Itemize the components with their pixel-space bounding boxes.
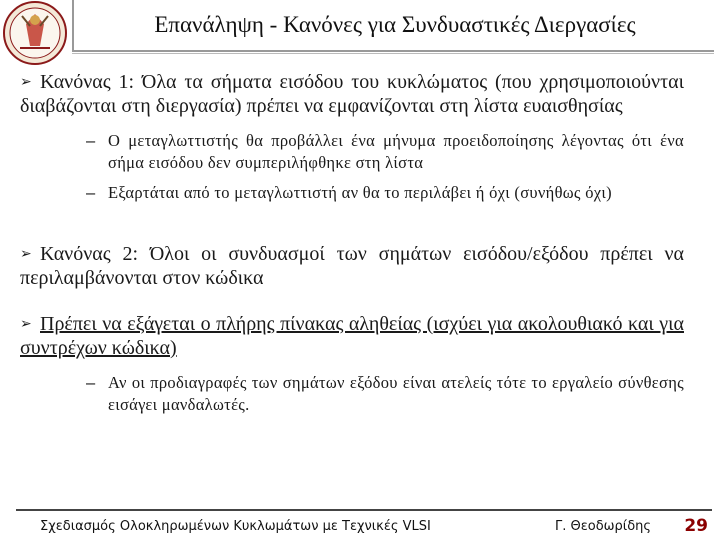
dash-icon: –	[86, 374, 96, 392]
sub-bullet-latches	[86, 372, 684, 416]
arrow-bullet-icon: ➢	[20, 246, 32, 262]
header-rule-secondary	[72, 53, 714, 54]
bullet-truth-table	[20, 312, 684, 360]
bullet-truth-table-text: Πρέπει να εξάγεται ο πλήρης πίνακας αληθείας (ισχύει για ακολουθιακό και για συντρέχων κώδικα)	[20, 313, 684, 359]
slide-body	[20, 70, 684, 416]
arrow-bullet-icon: ➢	[20, 74, 32, 90]
dash-icon: –	[86, 132, 96, 150]
sub-bullet-compiler	[86, 182, 684, 204]
page-number: 29	[684, 516, 708, 536]
university-seal-logo	[2, 0, 68, 66]
footer-author: Γ. Θεοδωρίδης	[555, 519, 652, 534]
footer-rule	[16, 509, 712, 511]
arrow-bullet-icon: ➢	[20, 316, 32, 332]
bullet-rule-1-text: Κανόνας 1: Όλα τα σήματα εισόδου του κυκλώματος (που χρησιμοποιούνται διαβάζονται στη διεργασία) πρέπει να εμφανίζονται στη λίστα ευαισθησίας	[20, 71, 684, 117]
bullet-rule-1	[20, 70, 684, 118]
header-divider-vertical	[72, 0, 74, 50]
bullet-rule-2-text: Κανόνας 2: Όλοι οι συνδυασμοί των σημάτων εισόδου/εξόδου πρέπει να περιλαμβάνονται στον κώδικα	[20, 243, 684, 289]
sub-bullet-warning	[86, 130, 684, 174]
sub-bullet-warning-text: Ο μεταγλωττιστής θα προβάλλει ένα μήνυμα προειδοποίησης λέγοντας ότι ένα σήμα εισόδου δεν συμπεριλήφθηκε στη λίστα	[108, 131, 684, 172]
footer-course-title: Σχεδιασμός Ολοκληρωμένων Κυκλωμάτων με Τεχνικές VLSI	[40, 519, 431, 534]
sub-bullet-compiler-text: Εξαρτάται από το μεταγλωττιστή αν θα το περιλάβει ή όχι (συνήθως όχι)	[108, 183, 612, 202]
dash-icon: –	[86, 184, 96, 202]
header-rule	[72, 50, 714, 52]
slide-title: Επανάληψη - Κανόνες για Συνδυαστικές Διεργασίες	[154, 12, 636, 37]
sub-bullet-latches-text: Αν οι προδιαγραφές των σημάτων εξόδου είναι ατελείς τότε το εργαλείο σύνθεσης εισάγει μανδαλωτές.	[108, 373, 684, 414]
bullet-rule-2	[20, 242, 684, 290]
